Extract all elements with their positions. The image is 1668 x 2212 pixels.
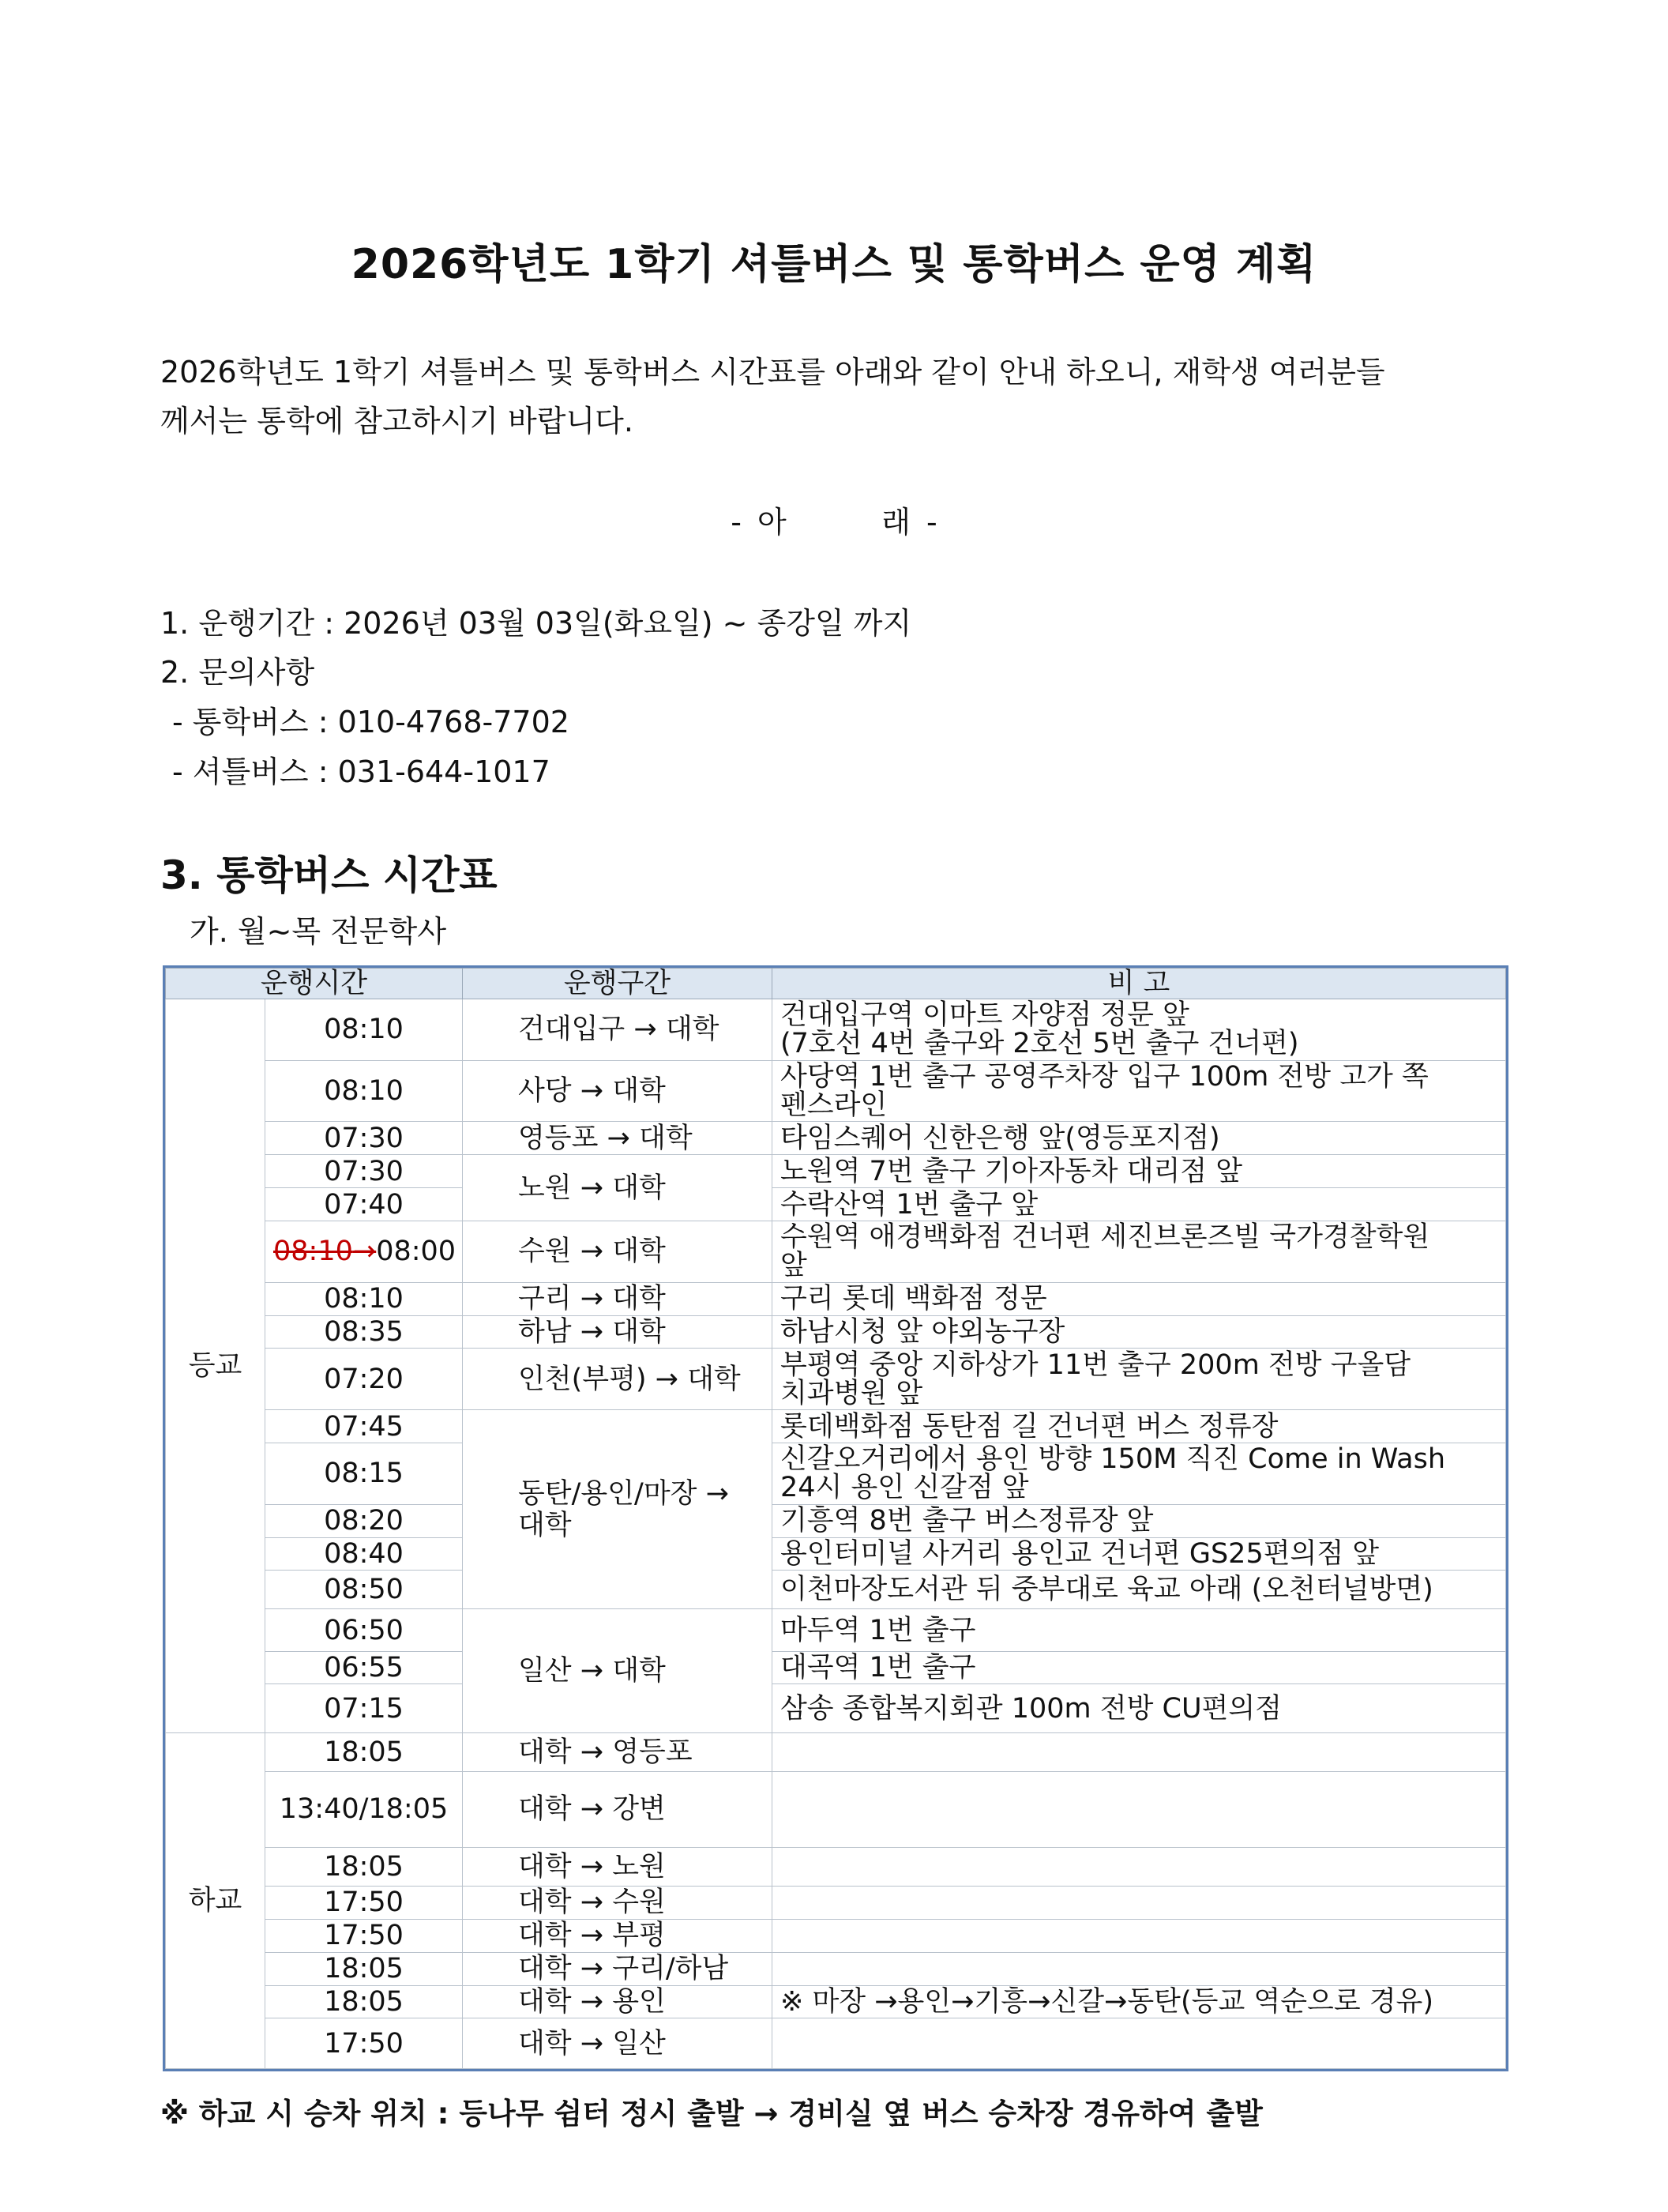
table-row — [166, 1571, 1506, 1609]
time-cell — [265, 1221, 463, 1282]
route-cell: 대학 → 일산 — [463, 2018, 772, 2069]
time-cell — [265, 1443, 463, 1504]
time-value: 07:20 — [324, 1363, 404, 1395]
time-cell — [265, 1886, 463, 1919]
table-row — [166, 1919, 1506, 1952]
time-cell — [265, 1060, 463, 1122]
time-new: 08:00 — [376, 1236, 456, 1268]
time-cell — [265, 1282, 463, 1315]
time-value: 08:35 — [324, 1315, 404, 1348]
table-row — [166, 999, 1506, 1061]
table-row — [166, 1684, 1506, 1732]
note-cell: 사당역 1번 출구 공영주차장 입구 100m 전방 고가 쪽 펜스라인 — [772, 1060, 1506, 1122]
note-cell — [772, 1732, 1506, 1771]
route-cell: 구리 → 대학 — [463, 1282, 772, 1315]
time-cell — [265, 1155, 463, 1188]
note-cell: 타임스퀘어 신한은행 앞(영등포지점) — [772, 1122, 1506, 1155]
contact-tongbus: - 통학버스 : 010-4768-7702 — [172, 705, 569, 739]
note-cell: 하남시청 앞 야외농구장 — [772, 1315, 1506, 1349]
note-cell: 기흥역 8번 출구 버스정류장 앞 — [772, 1504, 1506, 1537]
time-value: 06:50 — [324, 1614, 404, 1646]
note-cell: 수원역 애경백화점 건너편 세진브론즈빌 국가경찰학원 앞 — [772, 1221, 1506, 1282]
note-cell: 신갈오거리에서 용인 방향 150M 직진 Come in Wash 24시 용인 신갈점 앞 — [772, 1443, 1506, 1504]
table-row — [166, 1349, 1506, 1410]
route-cell: 노원 → 대학 — [463, 1155, 772, 1221]
table-row — [166, 1985, 1506, 2018]
time-value: 08:50 — [324, 1574, 404, 1606]
table-row — [166, 1732, 1506, 1771]
time-cell — [265, 1919, 463, 1952]
route-cell: 인천(부평) → 대학 — [463, 1349, 772, 1410]
time-value: 18:05 — [324, 1736, 404, 1768]
route-cell: 사당 → 대학 — [463, 1060, 772, 1122]
time-cell — [265, 1571, 463, 1609]
time-value: 08:10 — [324, 1074, 404, 1107]
note-cell: 삼송 종합복지회관 100m 전방 CU편의점 — [772, 1684, 1506, 1732]
time-cell — [265, 999, 463, 1061]
time-cell — [265, 1771, 463, 1847]
route-cell: 대학 → 부평 — [463, 1919, 772, 1952]
table-row — [166, 1410, 1506, 1443]
time-cell — [265, 1122, 463, 1155]
page-title: 2026학년도 1학기 셔틀버스 및 통학버스 운영 계획 — [351, 241, 1317, 288]
intro-line-2: 께서는 통학에 참고하시기 바랍니다. — [160, 404, 633, 438]
header-note: 비 고 — [772, 969, 1506, 999]
time-cell — [265, 1952, 463, 1985]
time-value: 17:50 — [324, 1887, 404, 1919]
table-row — [166, 2018, 1506, 2069]
table-row — [166, 1315, 1506, 1349]
section-heading: 3. 통학버스 시간표 — [160, 852, 498, 898]
time-cell — [265, 1732, 463, 1771]
time-cell — [265, 1537, 463, 1571]
route-cell: 수원 → 대학 — [463, 1221, 772, 1282]
note-cell — [772, 1952, 1506, 1985]
time-value: 07:30 — [324, 1155, 404, 1187]
table-row — [166, 1443, 1506, 1504]
time-cell — [265, 1315, 463, 1349]
time-value: 08:15 — [324, 1458, 404, 1490]
time-cell — [265, 1684, 463, 1732]
note-cell — [772, 1886, 1506, 1919]
table-row — [166, 1155, 1506, 1188]
table-row — [166, 1221, 1506, 1282]
time-value: 08:10 — [324, 1014, 404, 1046]
sub-heading: 가. 월~목 전문학사 — [190, 914, 447, 949]
note-cell: 노원역 7번 출구 기아자동차 대리점 앞 — [772, 1155, 1506, 1188]
header-route: 운행구간 — [463, 969, 772, 999]
time-value: 18:05 — [324, 1986, 404, 2018]
time-cell — [265, 1188, 463, 1221]
time-value: 18:05 — [324, 1953, 404, 1985]
table-row — [166, 1771, 1506, 1847]
note-cell: 롯데백화점 동탄점 길 건너편 버스 정류장 — [772, 1410, 1506, 1443]
route-cell: 대학 → 구리/하남 — [463, 1952, 772, 1985]
route-cell: 대학 → 용인 — [463, 1985, 772, 2018]
time-cell — [265, 1609, 463, 1651]
group-inbound: 등교 — [166, 999, 265, 1733]
table-header-row — [166, 969, 1506, 999]
note-cell — [772, 1847, 1506, 1886]
time-cell — [265, 2018, 463, 2069]
table-row — [166, 1504, 1506, 1537]
time-value: 06:55 — [324, 1652, 404, 1684]
notice-divider: - 아 래 - — [731, 505, 937, 540]
time-value: 07:45 — [324, 1410, 404, 1443]
route-cell: 대학 → 영등포 — [463, 1732, 772, 1771]
note-cell: 부평역 중앙 지하상가 11번 출구 200m 전방 구올담 치과병원 앞 — [772, 1349, 1506, 1410]
footnote: ※ 하교 시 승차 위치 : 등나무 쉼터 정시 출발 → 경비실 옆 버스 승차장 경유하여 출발 — [160, 2097, 1263, 2131]
time-value: 07:30 — [324, 1122, 404, 1154]
table-row — [166, 1537, 1506, 1571]
intro-paragraph — [160, 348, 1512, 446]
time-value: 08:10 — [324, 1283, 404, 1315]
note-cell: 구리 롯데 백화점 정문 — [772, 1282, 1506, 1315]
time-arrow: → — [352, 1236, 377, 1268]
intro-line-1: 2026학년도 1학기 셔틀버스 및 통학버스 시간표를 아래와 같이 안내 하오니, 재학생 여러분들 — [160, 355, 1385, 389]
time-value: 17:50 — [324, 1920, 404, 1952]
route-cell: 대학 → 강변 — [463, 1771, 772, 1847]
contact-heading: 2. 문의사항 — [160, 655, 315, 690]
time-cell — [265, 1985, 463, 2018]
time-cell — [265, 1651, 463, 1684]
note-cell: 건대입구역 이마트 자양점 정문 앞 (7호선 4번 출구와 2호선 5번 출구 건너편) — [772, 999, 1506, 1061]
table-row — [166, 1847, 1506, 1886]
note-cell — [772, 2018, 1506, 2069]
time-value: 07:15 — [324, 1692, 404, 1725]
note-cell — [772, 1919, 1506, 1952]
table-row — [166, 1886, 1506, 1919]
group-outbound: 하교 — [166, 1732, 265, 2068]
table-row — [166, 1952, 1506, 1985]
table-row — [166, 1609, 1506, 1651]
note-cell: 용인터미널 사거리 용인교 건너편 GS25편의점 앞 — [772, 1537, 1506, 1571]
route-cell: 건대입구 → 대학 — [463, 999, 772, 1061]
table-row — [166, 1282, 1506, 1315]
timetable — [163, 965, 1508, 2071]
time-value: 13:40/18:05 — [279, 1793, 449, 1826]
table-row — [166, 1651, 1506, 1684]
route-cell: 대학 → 노원 — [463, 1847, 772, 1886]
time-value: 08:20 — [324, 1505, 404, 1537]
table-row — [166, 1060, 1506, 1122]
header-time: 운행시간 — [166, 969, 463, 999]
note-cell: 이천마장도서관 뒤 중부대로 육교 아래 (오천터널방면) — [772, 1571, 1506, 1609]
time-old: 08:10 — [273, 1236, 353, 1268]
note-cell — [772, 1771, 1506, 1847]
time-value: 07:40 — [324, 1188, 404, 1221]
operation-period: 1. 운행기간 : 2026년 03월 03일(화요일) ~ 종강일 까지 — [160, 606, 912, 641]
route-cell: 일산 → 대학 — [463, 1609, 772, 1732]
table-row — [166, 1122, 1506, 1155]
route-cell: 하남 → 대학 — [463, 1315, 772, 1349]
contact-shuttle: - 셔틀버스 : 031-644-1017 — [172, 754, 550, 789]
time-value: 18:05 — [324, 1850, 404, 1883]
note-cell: 마두역 1번 출구 — [772, 1609, 1506, 1651]
time-value: 17:50 — [324, 2027, 404, 2060]
route-cell: 동탄/용인/마장 → 대학 — [463, 1410, 772, 1609]
note-cell: 수락산역 1번 출구 앞 — [772, 1188, 1506, 1221]
route-cell: 대학 → 수원 — [463, 1886, 772, 1919]
time-value: 08:40 — [324, 1537, 404, 1570]
time-cell — [265, 1504, 463, 1537]
time-cell — [265, 1349, 463, 1410]
note-cell: 대곡역 1번 출구 — [772, 1651, 1506, 1684]
table-row — [166, 1188, 1506, 1221]
time-cell — [265, 1847, 463, 1886]
time-cell — [265, 1410, 463, 1443]
route-cell: 영등포 → 대학 — [463, 1122, 772, 1155]
note-cell: ※ 마장 →용인→기흥→신갈→동탄(등교 역순으로 경유) — [772, 1985, 1506, 2018]
